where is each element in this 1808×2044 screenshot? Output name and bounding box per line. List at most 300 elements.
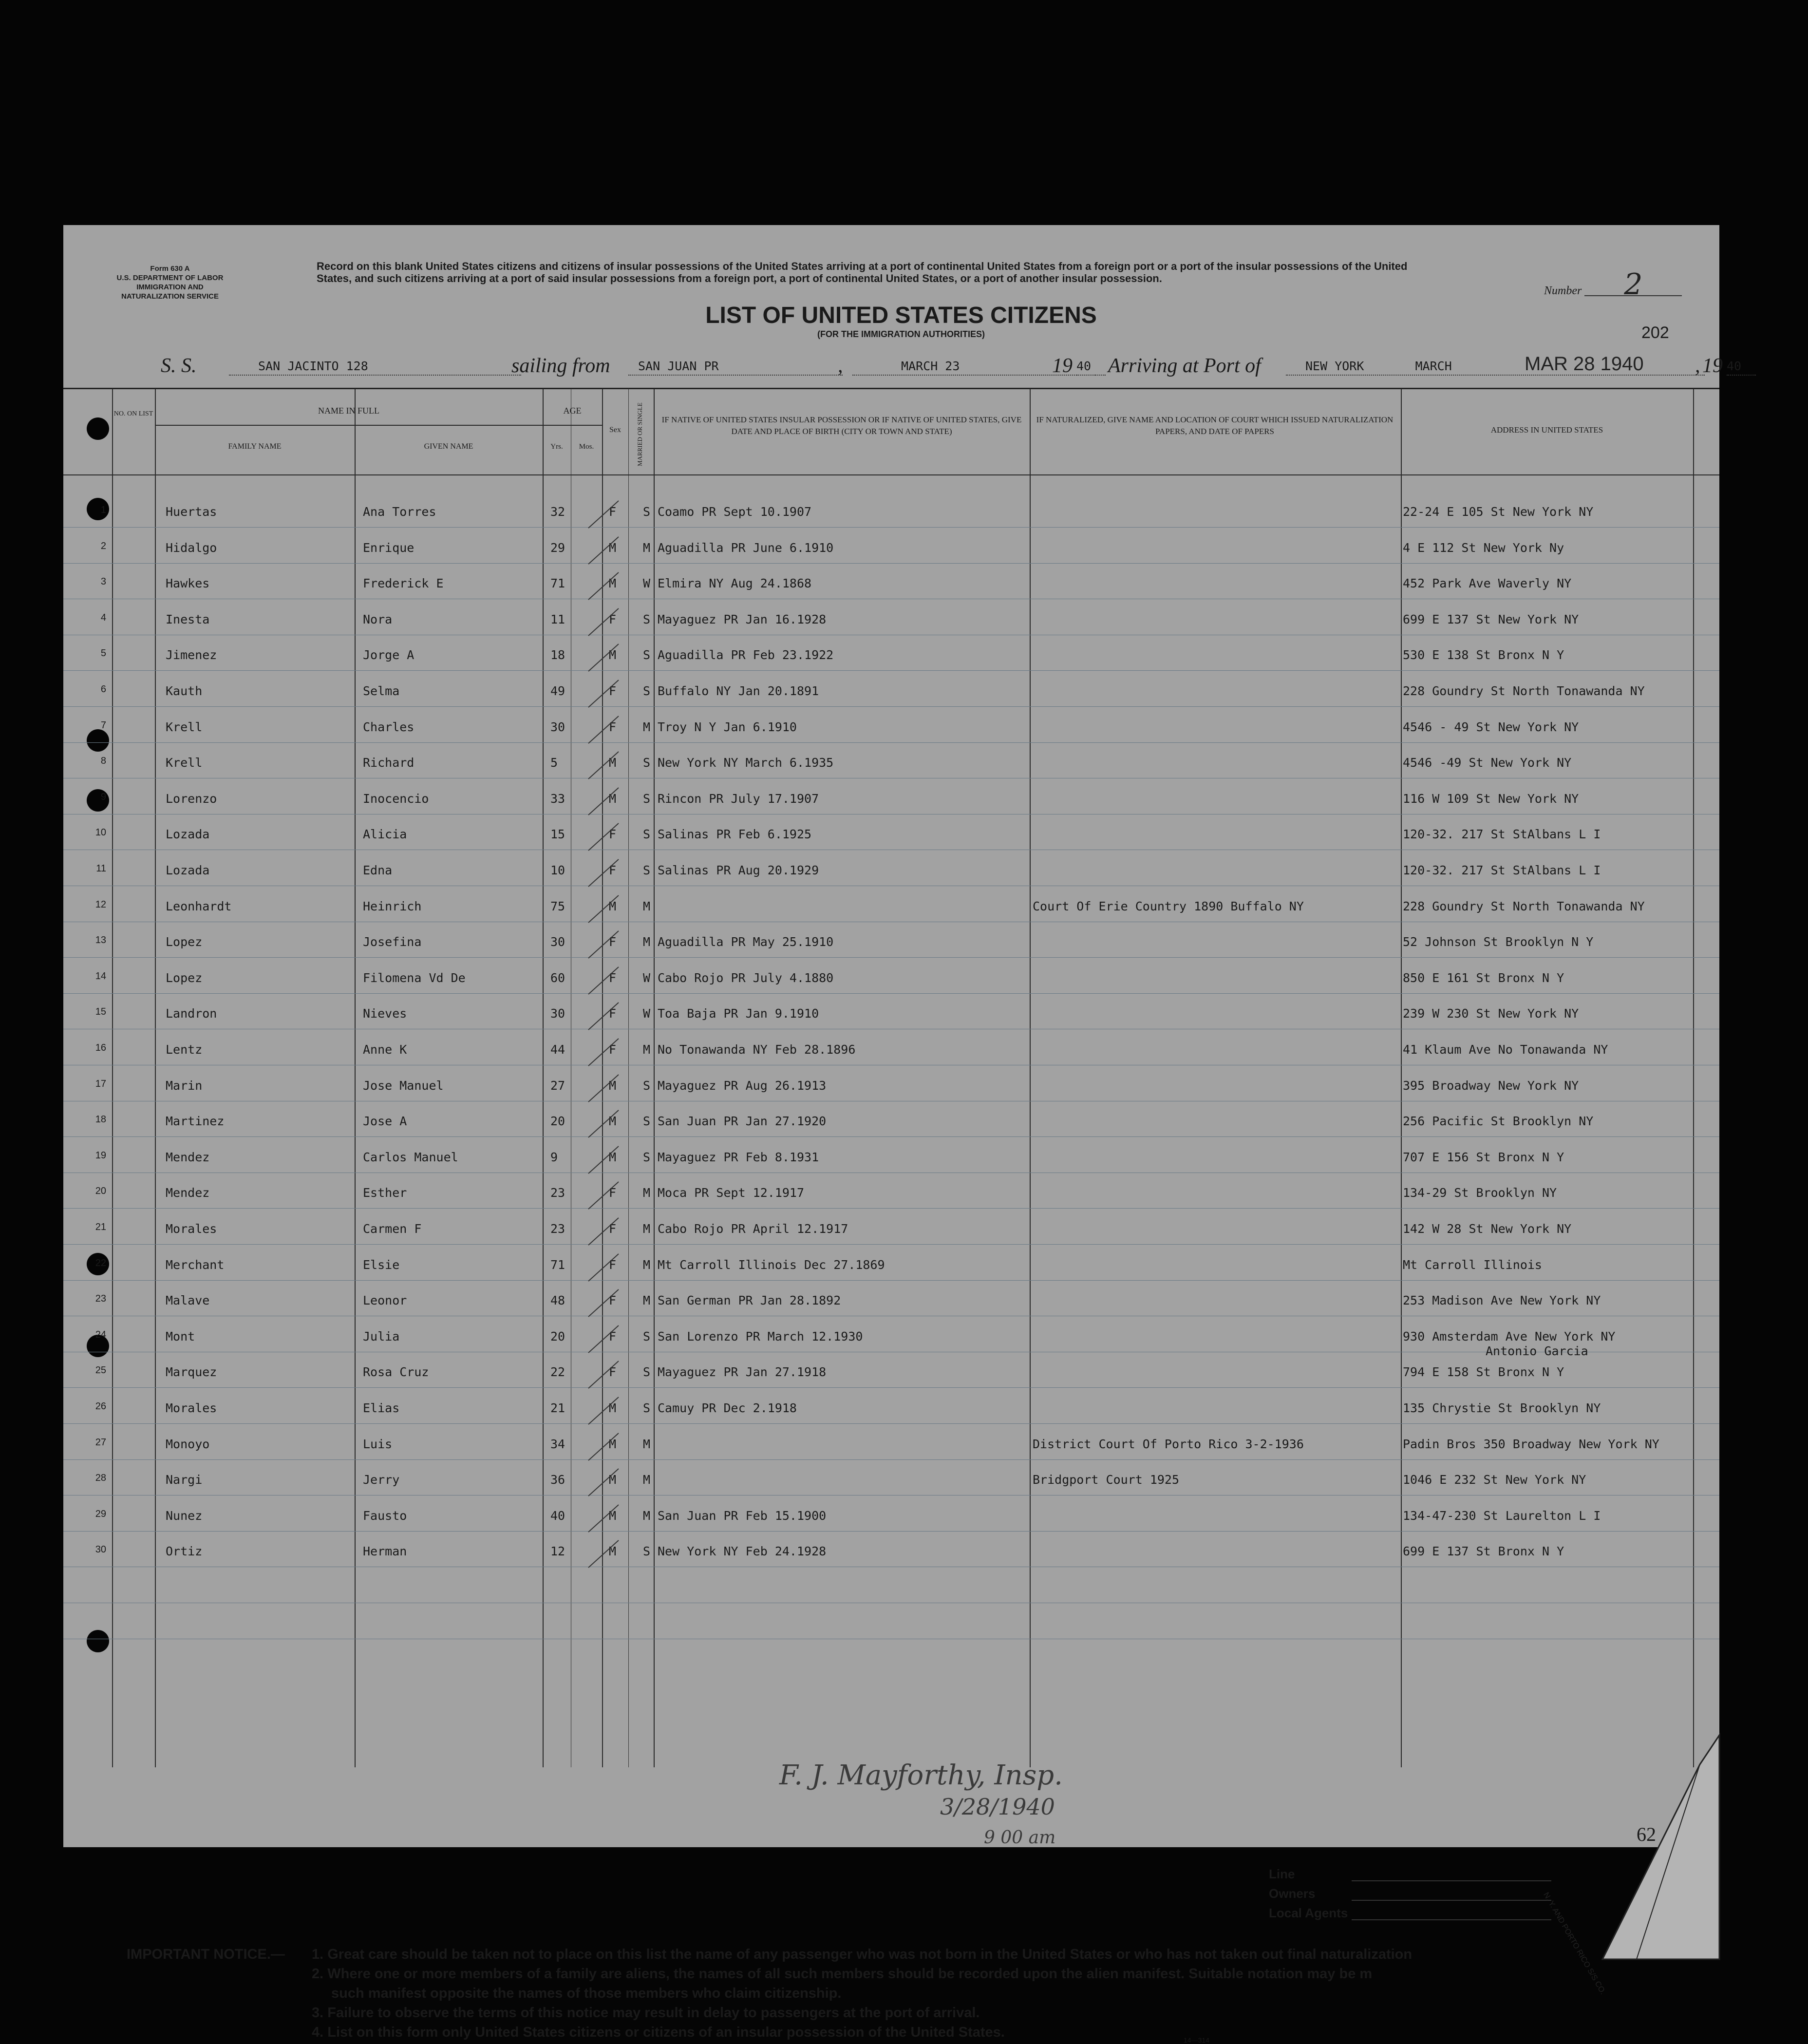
check-mark bbox=[584, 1394, 623, 1428]
given-name: Jose Manuel bbox=[363, 1079, 444, 1093]
marital-status: S bbox=[643, 684, 651, 698]
row-number: 16 bbox=[95, 1042, 106, 1053]
age-years: 20 bbox=[550, 1114, 565, 1128]
family-name: Morales bbox=[166, 1222, 217, 1236]
row-number: 14 bbox=[95, 971, 106, 982]
row-number: 21 bbox=[95, 1222, 106, 1232]
marital-status: S bbox=[643, 1401, 651, 1415]
address: 850 E 161 St Bronx N Y bbox=[1403, 971, 1564, 985]
agent-stamp: N. Y. AND PORTO RICO S/S CO. bbox=[1542, 1891, 1607, 1996]
sex: M bbox=[609, 1079, 617, 1093]
given-name: Julia bbox=[363, 1329, 400, 1344]
marital-status: M bbox=[643, 1186, 651, 1200]
family-name: Merchant bbox=[166, 1258, 225, 1272]
arrival-month: MARCH bbox=[1415, 359, 1452, 373]
check-mark bbox=[584, 892, 623, 927]
birth-place-date: No Tonawanda NY Feb 28.1896 bbox=[658, 1042, 856, 1057]
marital-status: S bbox=[643, 1329, 651, 1344]
sex: F bbox=[609, 1365, 617, 1379]
row-number: 10 bbox=[95, 827, 106, 838]
table-row bbox=[63, 964, 1719, 1000]
row-number: 30 bbox=[95, 1544, 106, 1555]
ship-name: SAN JACINTO 128 bbox=[229, 358, 521, 376]
given-name: Frederick E bbox=[363, 576, 444, 590]
family-name: Mendez bbox=[166, 1186, 210, 1200]
sex: F bbox=[609, 505, 617, 519]
col-header-naturalized: IF NATURALIZED, GIVE NAME AND LOCATION OF COURT WHICH ISSUED NATURALIZATION PAPERS, AND DATE OF PAPERS bbox=[1036, 415, 1394, 436]
check-mark bbox=[584, 964, 623, 998]
address: 794 E 158 St Bronx N Y bbox=[1403, 1365, 1564, 1379]
check-mark bbox=[584, 1430, 623, 1464]
check-mark bbox=[584, 606, 623, 640]
birth-place-date: New York NY Feb 24.1928 bbox=[658, 1544, 827, 1558]
table-row bbox=[63, 1000, 1719, 1036]
address: 134-47-230 St Laurelton L I bbox=[1403, 1509, 1601, 1523]
address-note: Antonio Garcia bbox=[1486, 1344, 1588, 1358]
table-row bbox=[63, 1215, 1719, 1251]
age-years: 5 bbox=[550, 756, 558, 770]
sex: M bbox=[609, 1509, 617, 1523]
col-header-no: NO. ON LIST bbox=[113, 410, 153, 417]
birth-place-date: Salinas PR Feb 6.1925 bbox=[658, 827, 812, 841]
given-name: Jerry bbox=[363, 1473, 400, 1487]
birth-place-date: Rincon PR July 17.1907 bbox=[658, 792, 819, 806]
marital-status: M bbox=[643, 720, 651, 734]
address: Mt Carroll Illinois bbox=[1403, 1258, 1542, 1272]
age-years: 15 bbox=[550, 827, 565, 841]
address: 4546 -49 St New York NY bbox=[1403, 756, 1572, 770]
agents-label: Local Agents bbox=[1269, 1906, 1348, 1920]
birth-place-date: San German PR Jan 28.1892 bbox=[658, 1293, 841, 1307]
given-name: Leonor bbox=[363, 1293, 407, 1307]
marital-status: M bbox=[643, 899, 651, 913]
col-header-family: FAMILY NAME bbox=[228, 442, 282, 451]
check-mark bbox=[584, 1323, 623, 1357]
marital-status: S bbox=[643, 827, 651, 841]
check-mark bbox=[584, 1502, 623, 1536]
check-mark bbox=[584, 713, 623, 747]
address: 1046 E 232 St New York NY bbox=[1403, 1473, 1586, 1487]
sex: M bbox=[609, 1401, 617, 1415]
given-name: Elsie bbox=[363, 1258, 400, 1272]
age-years: 71 bbox=[550, 1258, 565, 1272]
punch-hole bbox=[87, 417, 109, 440]
age-years: 11 bbox=[550, 612, 565, 626]
birth-place-date: San Juan PR Feb 15.1900 bbox=[658, 1509, 827, 1523]
birth-place-date: Aguadilla PR Feb 23.1922 bbox=[658, 648, 834, 662]
age-years: 23 bbox=[550, 1222, 565, 1236]
table-row bbox=[63, 677, 1719, 713]
table-row bbox=[63, 820, 1719, 856]
page-number: 62 bbox=[1637, 1823, 1656, 1845]
given-name: Richard bbox=[363, 756, 414, 770]
row-number: 12 bbox=[95, 899, 106, 910]
table-row bbox=[63, 1537, 1719, 1573]
row-number: 8 bbox=[100, 756, 106, 766]
address: 452 Park Ave Waverly NY bbox=[1403, 576, 1572, 590]
marital-status: S bbox=[643, 612, 651, 626]
shipping-line-block bbox=[1269, 1867, 1551, 1925]
sex: M bbox=[609, 541, 617, 555]
sex: F bbox=[609, 612, 617, 626]
inspector-signature bbox=[779, 1760, 1120, 1891]
header-bottom-rule bbox=[63, 474, 1719, 475]
col-header-name: NAME IN FULL bbox=[318, 406, 379, 416]
table-row bbox=[63, 1107, 1719, 1143]
given-name: Ana Torres bbox=[363, 505, 436, 519]
marital-status: M bbox=[643, 935, 651, 949]
check-mark bbox=[584, 1251, 623, 1285]
row-number: 1 bbox=[100, 505, 106, 515]
col-header-married: MARRIED OR SINGLE bbox=[636, 402, 643, 466]
row-number: 28 bbox=[95, 1473, 106, 1483]
sex: F bbox=[609, 863, 617, 877]
birth-place-date: Mayaguez PR Jan 27.1918 bbox=[658, 1365, 827, 1379]
birth-place-date: Troy N Y Jan 6.1910 bbox=[658, 720, 797, 734]
marital-status: M bbox=[643, 1293, 651, 1307]
check-mark bbox=[584, 928, 623, 962]
folded-corner bbox=[1544, 1735, 1719, 1959]
given-name: Alicia bbox=[363, 827, 407, 841]
table-row bbox=[63, 1251, 1719, 1287]
marital-status: M bbox=[643, 1509, 651, 1523]
marital-status: S bbox=[643, 1114, 651, 1128]
row-number: 20 bbox=[95, 1186, 106, 1196]
printer-mark: 14—314 bbox=[1184, 2036, 1209, 2044]
family-name: Krell bbox=[166, 756, 203, 770]
marital-status: M bbox=[643, 1222, 651, 1236]
table-row bbox=[63, 1323, 1719, 1359]
sex: F bbox=[609, 1042, 617, 1057]
inspector-signature-name: F. J. Mayforthy, Insp. bbox=[779, 1760, 1063, 1791]
table-row bbox=[63, 498, 1719, 534]
marital-status: M bbox=[643, 541, 651, 555]
row-number: 13 bbox=[95, 935, 106, 946]
row-number: 11 bbox=[96, 863, 106, 874]
family-name: Mont bbox=[166, 1329, 195, 1344]
given-name: Heinrich bbox=[363, 899, 422, 913]
form-service-1: IMMIGRATION AND bbox=[136, 283, 204, 291]
row-number: 17 bbox=[95, 1079, 106, 1089]
check-mark bbox=[584, 785, 623, 819]
row-number: 19 bbox=[95, 1150, 106, 1161]
table-row bbox=[63, 856, 1719, 892]
notice-item: 1. Great care should be taken not to place on this list the name of any passenger who was not born in the United States or who has not taken out final naturalization bbox=[312, 1947, 1412, 1962]
address: 228 Goundry St North Tonawanda NY bbox=[1403, 684, 1645, 698]
given-name: Anne K bbox=[363, 1042, 407, 1057]
address: 256 Pacific St Brooklyn NY bbox=[1403, 1114, 1594, 1128]
sex: M bbox=[609, 576, 617, 590]
age-years: 12 bbox=[550, 1544, 565, 1558]
age-years: 30 bbox=[550, 1006, 565, 1021]
manifest-sheet bbox=[63, 225, 1742, 2044]
address: 120-32. 217 St StAlbans L I bbox=[1403, 863, 1601, 877]
age-years: 48 bbox=[550, 1293, 565, 1307]
birth-place-date: Moca PR Sept 12.1917 bbox=[658, 1186, 805, 1200]
birth-place-date: Coamo PR Sept 10.1907 bbox=[658, 505, 812, 519]
sex: M bbox=[609, 1437, 617, 1451]
birth-place-date: Toa Baja PR Jan 9.1910 bbox=[658, 1006, 819, 1021]
port-from: SAN JUAN PR bbox=[628, 358, 843, 376]
birth-place-date: Elmira NY Aug 24.1868 bbox=[658, 576, 812, 590]
family-name: Martinez bbox=[166, 1114, 225, 1128]
address: 239 W 230 St New York NY bbox=[1403, 1006, 1579, 1021]
family-name: Hidalgo bbox=[166, 541, 217, 555]
table-row bbox=[63, 606, 1719, 642]
birth-place-date: Camuy PR Dec 2.1918 bbox=[658, 1401, 797, 1415]
form-identifier bbox=[94, 264, 245, 301]
marital-status: S bbox=[643, 792, 651, 806]
birth-place-date: Mayaguez PR Jan 16.1928 bbox=[658, 612, 827, 626]
age-years: 22 bbox=[550, 1365, 565, 1379]
age-years: 23 bbox=[550, 1186, 565, 1200]
sex: F bbox=[609, 971, 617, 985]
birth-place-date: Mayaguez PR Aug 26.1913 bbox=[658, 1079, 827, 1093]
col-header-age: AGE bbox=[563, 406, 582, 416]
ss-label: S. S. bbox=[161, 355, 197, 377]
given-name: Enrique bbox=[363, 541, 414, 555]
family-name: Mendez bbox=[166, 1150, 210, 1164]
marital-status: W bbox=[643, 971, 651, 985]
table-row bbox=[63, 928, 1719, 964]
family-name: Morales bbox=[166, 1401, 217, 1415]
marital-status: M bbox=[643, 1437, 651, 1451]
inspection-date: 3/28/1940 bbox=[940, 1794, 1055, 1820]
notice-item: 2. Where one or more members of a family are aliens, the names of all such members should be recorded upon the alien manifest. Suitable notation may be m bbox=[312, 1966, 1373, 1982]
year-prefix-1: 19 bbox=[1052, 355, 1073, 377]
instructions-text: Record on this blank United States citizens and citizens of insular possessions of the United States arriving at a port of continental United States from a foreign port or a port of the insular possessions of the United States, and such citizens arriving at a port of said insular possessions from a foreign port, a port of continental United States, or a port of another insular possession. bbox=[317, 260, 1408, 284]
age-years: 36 bbox=[550, 1473, 565, 1487]
address: 116 W 109 St New York NY bbox=[1403, 792, 1579, 806]
check-mark bbox=[584, 856, 623, 890]
form-department: U.S. DEPARTMENT OF LABOR bbox=[116, 274, 224, 282]
agents-field bbox=[1269, 1906, 1551, 1925]
marital-status: S bbox=[643, 863, 651, 877]
age-years: 32 bbox=[550, 505, 565, 519]
table-row bbox=[63, 1430, 1719, 1466]
owners-field bbox=[1269, 1886, 1551, 1906]
given-name: Jose A bbox=[363, 1114, 407, 1128]
age-years: 44 bbox=[550, 1042, 565, 1057]
check-mark bbox=[584, 1537, 623, 1571]
address: 699 E 137 St New York NY bbox=[1403, 612, 1579, 626]
sex: M bbox=[609, 1114, 617, 1128]
birth-place-date: Buffalo NY Jan 20.1891 bbox=[658, 684, 819, 698]
given-name: Inocencio bbox=[363, 792, 429, 806]
voyage-line bbox=[161, 353, 1742, 383]
given-name: Filomena Vd De bbox=[363, 971, 466, 985]
table-row bbox=[63, 1143, 1719, 1179]
form-number: Form 630 A bbox=[150, 265, 190, 273]
family-name: Huertas bbox=[166, 505, 217, 519]
birth-place-date: Aguadilla PR June 6.1910 bbox=[658, 541, 834, 555]
row-number: 3 bbox=[100, 576, 106, 587]
form-service-2: NATURALIZATION SERVICE bbox=[121, 292, 219, 301]
marital-status: W bbox=[643, 1006, 651, 1021]
comma: , bbox=[838, 355, 843, 377]
age-years: 33 bbox=[550, 792, 565, 806]
table-row bbox=[63, 641, 1719, 677]
age-years: 40 bbox=[550, 1509, 565, 1523]
sex: F bbox=[609, 1329, 617, 1344]
family-name: Marin bbox=[166, 1079, 203, 1093]
list-number-label: Number bbox=[1544, 284, 1582, 297]
marital-status: M bbox=[643, 1258, 651, 1272]
sex: F bbox=[609, 1258, 617, 1272]
family-name: Monoyo bbox=[166, 1437, 210, 1451]
year-2: 40 bbox=[1727, 358, 1756, 376]
check-mark bbox=[584, 820, 623, 854]
owners-label: Owners bbox=[1269, 1886, 1316, 1901]
address: 530 E 138 St Bronx N Y bbox=[1403, 648, 1564, 662]
table-top-rule bbox=[63, 388, 1719, 389]
given-name: Edna bbox=[363, 863, 393, 877]
marital-status: M bbox=[643, 1042, 651, 1057]
check-mark bbox=[584, 1000, 623, 1034]
check-mark bbox=[584, 1179, 623, 1213]
age-years: 30 bbox=[550, 935, 565, 949]
punch-hole bbox=[87, 1630, 109, 1652]
marital-status: S bbox=[643, 648, 651, 662]
age-years: 27 bbox=[550, 1079, 565, 1093]
age-years: 20 bbox=[550, 1329, 565, 1344]
table-row bbox=[63, 1072, 1719, 1108]
list-number bbox=[1544, 267, 1700, 302]
check-mark bbox=[584, 534, 623, 568]
col-header-address: ADDRESS IN UNITED STATES bbox=[1490, 425, 1603, 435]
table-row bbox=[63, 1179, 1719, 1215]
age-years: 49 bbox=[550, 684, 565, 698]
table-row bbox=[63, 749, 1719, 785]
birth-place-date: Cabo Rojo PR July 4.1880 bbox=[658, 971, 834, 985]
sex: F bbox=[609, 1006, 617, 1021]
naturalization: Bridgport Court 1925 bbox=[1033, 1473, 1180, 1487]
address: 930 Amsterdam Ave New York NY bbox=[1403, 1329, 1616, 1344]
check-mark bbox=[584, 1072, 623, 1106]
row-number: 6 bbox=[100, 684, 106, 695]
notice-item: 3. Failure to observe the terms of this notice may result in delay to passengers at the port of arrival. bbox=[312, 2005, 980, 2021]
family-name: Nunez bbox=[166, 1509, 203, 1523]
given-name: Esther bbox=[363, 1186, 407, 1200]
check-mark bbox=[584, 1036, 623, 1070]
address: 395 Broadway New York NY bbox=[1403, 1079, 1579, 1093]
table-row bbox=[63, 569, 1719, 606]
marital-status: S bbox=[643, 505, 651, 519]
family-name: Lozada bbox=[166, 863, 210, 877]
sailing-date: MARCH 23 bbox=[852, 358, 1096, 376]
col-header-yrs: Yrs. bbox=[550, 443, 563, 451]
address: 228 Goundry St North Tonawanda NY bbox=[1403, 899, 1645, 913]
arriving-label: Arriving at Port of bbox=[1108, 355, 1261, 377]
family-name: Jimenez bbox=[166, 648, 217, 662]
age-years: 29 bbox=[550, 541, 565, 555]
year-1: 40 bbox=[1076, 358, 1106, 376]
row-number: 18 bbox=[95, 1114, 106, 1125]
sex: M bbox=[609, 899, 617, 913]
table-row bbox=[63, 1358, 1719, 1394]
given-name: Nora bbox=[363, 612, 393, 626]
address: Padin Bros 350 Broadway New York NY bbox=[1403, 1437, 1659, 1451]
col-header-mos: Mos. bbox=[579, 443, 594, 451]
notice-item: 4. List on this form only United States citizens or citizens of an insular possession of the United States. bbox=[312, 2025, 1005, 2040]
date-stamp: MAR 28 1940 bbox=[1525, 353, 1644, 375]
sex: F bbox=[609, 720, 617, 734]
sex: F bbox=[609, 935, 617, 949]
row-number: 9 bbox=[100, 792, 106, 802]
check-mark bbox=[584, 1143, 623, 1177]
marital-status: W bbox=[643, 576, 651, 590]
check-mark bbox=[584, 569, 623, 604]
table-row bbox=[63, 892, 1719, 928]
marital-status: S bbox=[643, 1365, 651, 1379]
marital-status: M bbox=[643, 1473, 651, 1487]
given-name: Charles bbox=[363, 720, 414, 734]
age-years: 75 bbox=[550, 899, 565, 913]
check-mark bbox=[584, 1107, 623, 1141]
row-number: 27 bbox=[95, 1437, 106, 1448]
birth-place-date: Salinas PR Aug 20.1929 bbox=[658, 863, 819, 877]
check-mark bbox=[584, 641, 623, 675]
sex: F bbox=[609, 827, 617, 841]
notice-item: such manifest opposite the names of those members who claim citizenship. bbox=[331, 1986, 842, 2001]
family-name: Lozada bbox=[166, 827, 210, 841]
address: 52 Johnson St Brooklyn N Y bbox=[1403, 935, 1594, 949]
table-row bbox=[63, 1466, 1719, 1502]
row-number: 5 bbox=[100, 648, 106, 659]
notice-items bbox=[312, 1945, 1710, 2042]
given-name: Carlos Manuel bbox=[363, 1150, 458, 1164]
table-row bbox=[63, 534, 1719, 570]
row-number: 23 bbox=[95, 1293, 106, 1304]
sex: M bbox=[609, 792, 617, 806]
row-number: 4 bbox=[100, 612, 106, 623]
age-years: 9 bbox=[550, 1150, 558, 1164]
given-name: Carmen F bbox=[363, 1222, 422, 1236]
family-name: Leonhardt bbox=[166, 899, 232, 913]
age-years: 10 bbox=[550, 863, 565, 877]
given-name: Jorge A bbox=[363, 648, 414, 662]
sex: F bbox=[609, 684, 617, 698]
given-name: Selma bbox=[363, 684, 400, 698]
table-row bbox=[63, 785, 1719, 821]
header-subrule bbox=[155, 425, 602, 426]
address: 135 Chrystie St Brooklyn NY bbox=[1403, 1401, 1601, 1415]
check-mark bbox=[584, 1215, 623, 1249]
address: 134-29 St Brooklyn NY bbox=[1403, 1186, 1557, 1200]
inspection-time: 9 00 am bbox=[984, 1828, 1056, 1848]
given-name: Herman bbox=[363, 1544, 407, 1558]
birth-place-date: San Lorenzo PR March 12.1930 bbox=[658, 1329, 863, 1344]
check-mark bbox=[584, 1287, 623, 1321]
age-years: 18 bbox=[550, 648, 565, 662]
family-name: Hawkes bbox=[166, 576, 210, 590]
given-name: Nieves bbox=[363, 1006, 407, 1021]
col-header-given: GIVEN NAME bbox=[424, 442, 473, 451]
sex: M bbox=[609, 1544, 617, 1558]
family-name: Ortiz bbox=[166, 1544, 203, 1558]
sex: M bbox=[609, 1473, 617, 1487]
port-to-name: NEW YORK bbox=[1305, 359, 1364, 373]
address: 707 E 156 St Bronx N Y bbox=[1403, 1150, 1564, 1164]
naturalization: Court Of Erie Country 1890 Buffalo NY bbox=[1033, 899, 1304, 913]
address: 4546 - 49 St New York NY bbox=[1403, 720, 1579, 734]
row-number: 25 bbox=[95, 1365, 106, 1376]
marital-status: S bbox=[643, 1079, 651, 1093]
family-name: Krell bbox=[166, 720, 203, 734]
birth-place-date: Cabo Rojo PR April 12.1917 bbox=[658, 1222, 848, 1236]
page-title: LIST OF UNITED STATES CITIZENS bbox=[705, 303, 1097, 328]
list-number-value: 2 bbox=[1584, 274, 1682, 296]
